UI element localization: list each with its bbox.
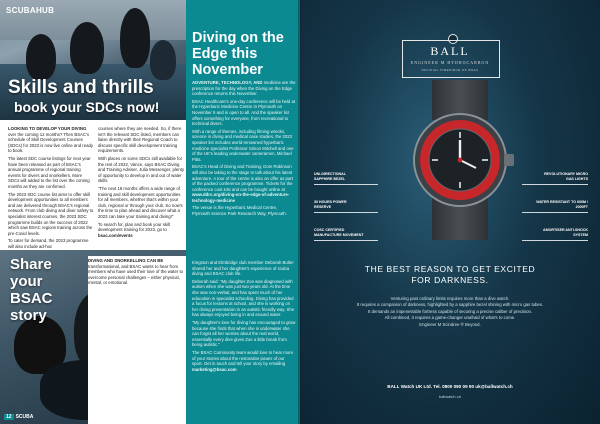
callout-line: [314, 184, 378, 185]
advert-body-copy: [306, 296, 594, 328]
share-story-title: Share your BSAC story: [10, 256, 53, 324]
advert-body-line: It demands an impenetrable fortress capable of securing a precise caliber of precision.: [367, 308, 533, 314]
callout-line: [314, 212, 378, 213]
skills-subheadline: book your SDCs now!: [14, 99, 160, 115]
advert-headline-line: FOR DARKNESS.: [411, 275, 489, 285]
advert-body-line: It requires a companion of darkness, highlighted by a sapphire bezel shining with micro gas tubes.: [356, 302, 544, 308]
advert-body-line: Venturing past ordinary limits requires more than a dive watch.: [390, 296, 510, 301]
sdc-paragraph: over the coming 12 months? Then BSAC's schedule of Skill Development Courses (SDCs) for 2023 is now live online and ready to book.: [8, 131, 94, 154]
section-brand-tag: SCUBAHUB: [6, 6, 55, 15]
diver-figure: [70, 22, 104, 74]
advert-body-line: Engineer M Scindree ® Beyond.: [419, 321, 481, 327]
watch-image: [392, 80, 532, 240]
share-lead-heading: DIVING AND SNORKELLING CAN BE: [88, 258, 164, 263]
marketing-email-link[interactable]: marketing@bsac.com: [192, 366, 237, 372]
edge-paragraph: BSAC Healthcare's one-day conference will be held at the Hyperbaric Medicine Centre in Plymouth on November 5 and is open to all. And the speaker list offers something for everyone, from recreational to technical divers.: [192, 98, 296, 127]
diver-figure: [120, 8, 150, 68]
ball-logo-model: ENGINEER M HYDROCARBON: [410, 60, 490, 65]
share-article-column-2: [192, 260, 296, 374]
skills-headline: Skills and thrills: [8, 77, 154, 98]
sdc-article-column-2: [98, 126, 184, 240]
page-footer: [4, 414, 33, 420]
ball-logo-tagline: OFFICIAL TIMEPIECE OF BSAC: [421, 68, 479, 72]
edge-paragraph: With a range of themes, including filming wrecks, science in diving and medical case studies, the 2022 speaker list includes world-renowned hyperbaric medicine specialist Professor Simon Mitchell and one of the UK's leading underwater cameramen, Michael Pitts.: [192, 128, 294, 162]
edge-paragraph: BSAC's Head of Diving and Training, Dom Robinson will also be taking to the stage to talk about his latest adventure. A tour of the centre is also on offer as part of the packed conference programme. Tickets for the conference cost £45 and can be bought online at: [192, 164, 293, 192]
sdc-paragraph: The 2023 SDC course list aims to offer skill development opportunities to all members and are delivered through BSAC's regional network. From club diving and diver safety to specialist interest courses, the 2023 SDC programme builds on the success of 2022 which saw BSAC regions training across the pre-Covid levels.: [8, 191, 94, 236]
ball-logo-wordmark: BALL: [430, 44, 470, 58]
bsac-events-link[interactable]: bsac.com/events: [98, 232, 133, 238]
share-article-column-1: [88, 258, 184, 288]
footer-brand: SCUBA: [15, 414, 34, 420]
sdc-paragraph: The latest SDC course listings for next year have been released as part of BSAC's annual programme of regional training events for divers and snorkellers. More SDCs will added to the list over the coming months as they are confirmed.: [8, 155, 91, 189]
callout-water: WATER RESISTANT TO 600M / 2000FT: [536, 200, 588, 209]
sdc-paragraph: courses where they are needed. So, if there isn't the relevant SDC listed, members can liaise directly with their Regional Coach to discuss specific skill development training requirements.: [98, 126, 182, 154]
edge-paragraph: The venue is the Hyperbaric Medical Centre, Plymouth Science Park Research Way, Plymouth.: [192, 205, 287, 217]
callout-power: 30 HOURS POWER RESERVE: [314, 200, 347, 209]
callout-tubes: REVOLUTIONARY MICRO GAS LIGHTS: [544, 172, 588, 181]
sdc-paragraph: "The next 18 months offers a wide range of training and skill development opportunities for all members, whether that's within your club, regional or through your club. So now's the time to plan ahead and discover what a 2023 can take your training and diving!": [98, 185, 183, 219]
sdc-lead-heading: LOOKING TO DEVELOP YOUR DIVING: [8, 126, 87, 131]
sdc-paragraph: To search for, plan and book your skill development training for 2023, go to: [98, 221, 170, 233]
sdc-paragraph: With places on some SDCs still available for the rest of 2022, Vance, says BSAC Diving and Training Adviser, Julia Messenger, plenty of opportunity to develop in and out of water skills.: [98, 155, 184, 184]
sdc-article-column-1: [8, 126, 94, 251]
callout-line: [314, 240, 378, 241]
page-spine-shadow: [298, 0, 302, 424]
callout-movement: COSC CERTIFIED MANUFACTURE MOVEMENT: [314, 228, 364, 237]
watch-head-icon: [392, 80, 532, 240]
advert-url[interactable]: ballwatch.ch: [438, 394, 461, 399]
sdc-paragraph: To cater for demand, the 2023 programme will also include ad-hoc: [8, 238, 89, 249]
diver-figure: [150, 40, 176, 80]
callout-line: [522, 212, 588, 213]
ddrc-link[interactable]: www.ddrc.org/diving-on-the-edge-of-adventure-technology-medicine: [192, 192, 290, 203]
diver-figure: [26, 34, 56, 80]
advert-contact: BALL Watch UK Ltd. Tel. 0800 090 09 90 uk@ballwatch.ch: [387, 384, 513, 389]
advert-headline-line: THE BEST REASON TO GET EXCITED: [364, 264, 536, 274]
share-paragraph: The BSAC Community team would love to hear more of your stories about the restorative power of our sport. Get in touch and tell your story by emailing: [192, 349, 294, 367]
edge-article-column: [192, 80, 296, 219]
edge-article-title: Diving on the Edge this November: [192, 30, 284, 78]
share-paragraph: Deborah said: "My daughter Zoe was diagnosed with autism when she was just two years old. At the time she was non-verbal, and has spent much of her education in specialist schooling. Diving has provided a focus for lessons at school, and she is working on her diving presentation in an autistic friendly way. She has always enjoyed being in and around water.: [192, 278, 295, 318]
advert-headline: [300, 264, 600, 286]
advert-body-line: All combined, it requires a game-changer unafraid of what's to come.: [384, 315, 516, 321]
callout-shock: AMORTISER ANTI-SHOCK SYSTEM: [543, 228, 588, 237]
share-paragraph: transformational, and BSAC wants to hear from members who have used their love of the water to overcome personal challenges – either physical, mental, or emotional.: [88, 263, 184, 286]
edge-paragraph: medicine are the prescription for the day when the Diving on the Edge conference returns this November.: [192, 80, 296, 97]
callout-line: [522, 240, 588, 241]
share-paragraph: "My daughter's love for diving has encouraged to grow because she finds that when she is underwater she can forget all her worries about the real world, essentially every dive gives Zoe a little break from being autistic.": [192, 319, 296, 348]
edge-lead-heading: ADVENTURE, TECHNOLOGY, AND: [192, 80, 263, 85]
callout-line: [522, 184, 588, 185]
page-number: 12: [6, 414, 12, 420]
callout-bezel: UNI-DIRECTIONAL SAPPHIRE BEZEL: [314, 172, 346, 181]
share-paragraph: Kingston and Elmbridge club member Deborah Butler shared her and her daughter's experience of scuba diving and BSAC club life.: [192, 260, 294, 277]
